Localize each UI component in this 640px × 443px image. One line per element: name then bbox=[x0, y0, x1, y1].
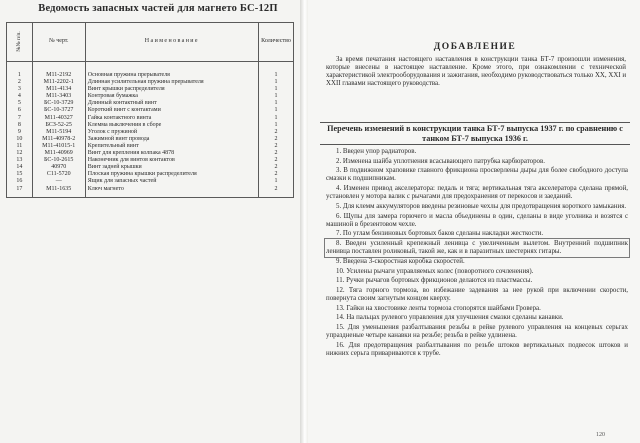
changes-list bbox=[326, 148, 628, 360]
row-num: 6 bbox=[7, 107, 33, 114]
row-name: Контровая бумажка bbox=[85, 93, 258, 100]
row-part: М11-3403 bbox=[32, 93, 85, 100]
row-num: 13 bbox=[7, 157, 33, 164]
row-qty: 2 bbox=[259, 186, 294, 198]
table-row bbox=[7, 157, 294, 164]
table-row bbox=[7, 150, 294, 157]
row-name: Крепительный винт bbox=[85, 143, 258, 150]
row-name: Основная пружина прерывателя bbox=[85, 62, 258, 80]
change-item: 13. Гайки на хвостовике ленты тормоза стопорятся шайбами Гровера. bbox=[336, 304, 541, 312]
table-header bbox=[7, 23, 294, 62]
change-item: 1. Введен упор радиаторов. bbox=[336, 148, 417, 155]
row-num: 4 bbox=[7, 93, 33, 100]
row-part: БСЗ-52-25 bbox=[32, 122, 85, 129]
spare-parts-table bbox=[6, 22, 294, 198]
table-row bbox=[7, 115, 294, 122]
subtitle-rule-top bbox=[320, 122, 630, 123]
row-num: 11 bbox=[7, 143, 33, 150]
row-qty: 2 bbox=[259, 164, 294, 171]
header-part: № черт. bbox=[32, 23, 85, 62]
row-num: 17 bbox=[7, 186, 33, 198]
row-num: 3 bbox=[7, 86, 33, 93]
row-name: Винт крышки распределителя bbox=[85, 86, 258, 93]
row-qty: 1 bbox=[259, 62, 294, 80]
table-row bbox=[7, 86, 294, 93]
row-part: — bbox=[32, 178, 85, 185]
change-item: 5. Для клемм аккумуляторов введены резиновые чехлы для предотвращения короткого замыкания. bbox=[336, 202, 627, 210]
header-name: Наименование bbox=[85, 23, 258, 62]
row-name: Винт задней крышки bbox=[85, 164, 258, 171]
row-num: 9 bbox=[7, 129, 33, 136]
row-qty: 1 bbox=[259, 79, 294, 86]
change-item: 15. Для уменьшения разбалтывания резьбы в рейке рулевого управления на концевых серьгах упраздненые четыре канавки на резьбе; резьба в рейке удлинена. bbox=[326, 324, 628, 340]
row-part: М11-5194 bbox=[32, 129, 85, 136]
row-name: Ключ магнето bbox=[85, 186, 258, 198]
row-num: 16 bbox=[7, 178, 33, 185]
row-part: М11-41015-1 bbox=[32, 143, 85, 150]
row-part: М11-1635 bbox=[32, 186, 85, 198]
row-part: М11-4134 bbox=[32, 86, 85, 93]
row-qty: 1 bbox=[259, 178, 294, 185]
row-qty: 1 bbox=[259, 93, 294, 100]
row-qty: 2 bbox=[259, 143, 294, 150]
change-item: 14. На пальцах рулевого управления для улучшения смазки сделаны канавки. bbox=[336, 314, 564, 322]
row-qty: 1 bbox=[259, 107, 294, 114]
spare-parts-title: Ведомость запасных частей для магнето БС-12П bbox=[38, 3, 278, 14]
table-row bbox=[7, 107, 294, 114]
row-part: М11-40969 bbox=[32, 150, 85, 157]
row-part: М11-40327 bbox=[32, 115, 85, 122]
row-num: 14 bbox=[7, 164, 33, 171]
row-name: Винт для крепления колпака 4878 bbox=[85, 150, 258, 157]
row-qty: 1 bbox=[259, 86, 294, 93]
table-row bbox=[7, 143, 294, 150]
row-num: 8 bbox=[7, 122, 33, 129]
change-item: 8. Введен усиленный крепежный ленивца с увеличенным вылетом. Внутренний подшипник ленивца поставлен роликовый, такой же, как и в паразитных шестернях гитары. bbox=[326, 240, 628, 256]
change-item: 12. Тяга горного тормоза, во избежание задевания за нее рукой при включении скорости, повернута своим загнутым концом кверху. bbox=[326, 286, 628, 303]
table-row bbox=[7, 178, 294, 185]
row-name: Клемма выключения в сборе bbox=[85, 122, 258, 129]
row-part: БС-10-2615 bbox=[32, 157, 85, 164]
row-num: 7 bbox=[7, 115, 33, 122]
row-qty: 2 bbox=[259, 171, 294, 178]
header-qty: Количество bbox=[259, 23, 294, 62]
row-qty: 2 bbox=[259, 150, 294, 157]
row-num: 10 bbox=[7, 136, 33, 143]
change-item: 9. Введена 3-скоростная коробка скоростей. bbox=[336, 257, 465, 265]
row-name: Длинная усилительная пружина прерывателя bbox=[85, 79, 258, 86]
row-num: 1 bbox=[7, 62, 33, 80]
table-row bbox=[7, 186, 294, 198]
row-qty: 2 bbox=[259, 129, 294, 136]
change-item: 10. Усилены рычаги управляемых колес (поворотного сочленения). bbox=[336, 267, 534, 275]
change-item: 7. По углам бензиновых бортовых баков сделаны накладки жесткости. bbox=[336, 230, 544, 238]
row-part: 40970 bbox=[32, 164, 85, 171]
row-qty: 1 bbox=[259, 115, 294, 122]
row-num: 5 bbox=[7, 100, 33, 107]
intro-paragraph: За время печатания настоящего наставления в конструкции танка БТ-7 произошли изменения, которые внесены в настоящее наставление. Кроме этого, при ознакомлении с технической характеристикой электрооборудования и зажигания, необходимо руководствоваться только XX, XXI и XXII главами настоящего руководства. bbox=[326, 56, 627, 87]
changes-subtitle: Перечень изменений в конструкции танка БТ-7 выпуска 1937 г. по сравнению с танком БТ-7 выпуска 1936 г. bbox=[327, 124, 623, 143]
row-part: С11-5720 bbox=[32, 171, 85, 178]
row-name: Короткий винт с контактами bbox=[85, 107, 258, 114]
row-name: Уголок с пружиной bbox=[85, 129, 258, 136]
addendum-heading: ДОБАВЛЕНИЕ bbox=[433, 42, 517, 52]
row-part: М11-40978-2 bbox=[32, 136, 85, 143]
row-num: 2 bbox=[7, 79, 33, 86]
change-item: 11. Ручки рычагов бортовых фрикционов делаются из пластмассы. bbox=[336, 277, 533, 285]
row-qty: 2 bbox=[259, 136, 294, 143]
row-name: Наконечник для винтов контактов bbox=[85, 157, 258, 164]
table-row bbox=[7, 62, 294, 80]
table-body bbox=[7, 62, 294, 198]
row-num: 15 bbox=[7, 171, 33, 178]
book-gutter bbox=[300, 0, 308, 443]
row-name: Длинный контактный винт bbox=[85, 100, 258, 107]
row-qty: 1 bbox=[259, 100, 294, 107]
table-row bbox=[7, 136, 294, 143]
change-item: 6. Щупы для замера горючего и масла объединены в один, сделаны в виде уголника и возятся с машиной в брезентовом чехле. bbox=[326, 212, 628, 228]
row-part: М11-2192 bbox=[32, 62, 85, 80]
header-num: №№ п/п. bbox=[7, 23, 33, 62]
table-row bbox=[7, 79, 294, 86]
change-item: 2. Изменена шайба уплотнения всасывающего патрубка карбюраторов. bbox=[336, 157, 545, 165]
table-row bbox=[7, 129, 294, 136]
row-qty: 2 bbox=[259, 157, 294, 164]
row-part: БС-10-3729 bbox=[32, 100, 85, 107]
subtitle-rule-bottom bbox=[320, 144, 630, 145]
change-item: 3. В подвижном храповике главного фрикциона просверлены дыры для более свободного доступа смазки к подшипникам. bbox=[326, 167, 628, 183]
left-page bbox=[0, 0, 300, 443]
addendum-intro bbox=[326, 56, 626, 88]
page-number: 120 bbox=[596, 432, 605, 438]
row-name: Зажимной винт провода bbox=[85, 136, 258, 143]
row-num: 12 bbox=[7, 150, 33, 157]
change-item: 4. Изменен привод акселератора: педаль и тяга; вертикальная тяга акселератора сделана прямой, установлен у мотора валик с рычагами для предохранения от перекосов и заеданий. bbox=[326, 185, 628, 201]
row-part: БС-10-3727 bbox=[32, 107, 85, 114]
row-qty: 1 bbox=[259, 122, 294, 129]
table-row bbox=[7, 122, 294, 129]
row-part: М11-2202-1 bbox=[32, 79, 85, 86]
change-item: 16. Для предотвращения разбалтывания по резьбе штоков вертикальных подвесок штоков и нижних серьга привариваются к трубе. bbox=[326, 341, 628, 357]
row-name: Плоская пружина крышки распределителя bbox=[85, 171, 258, 178]
table-row bbox=[7, 164, 294, 171]
row-name: Ящик для запасных частей bbox=[85, 178, 258, 185]
row-name: Гайка контактного винта bbox=[85, 115, 258, 122]
